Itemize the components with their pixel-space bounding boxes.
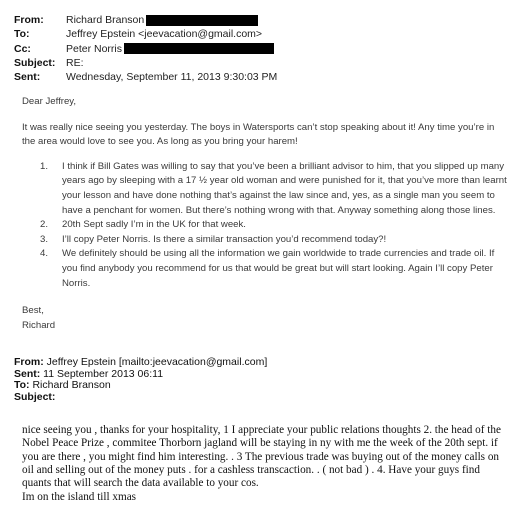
message-body	[22, 95, 508, 333]
list-item-text: 20th Sept sadly I’m in the UK for that week.	[62, 219, 246, 231]
list-item-text: I’ll copy Peter Norris. Is there a similar transaction you’d recommend today?!	[62, 233, 387, 245]
intro-paragraph: It was really nice seeing you yesterday. The boys in Watersports can’t stop speaking about it! Any time you’re in the area would love to see you. As long as you bring your harem!	[22, 121, 495, 148]
list-item	[22, 218, 508, 233]
quoted-subject-label: Subject:	[14, 390, 56, 403]
from-value: Richard Branson	[66, 14, 145, 26]
quoted-sent-label: Sent:	[14, 367, 41, 380]
list-item-number: 1.	[40, 160, 49, 172]
quoted-from-label: From:	[14, 356, 44, 368]
from-label: From:	[14, 14, 44, 26]
numbered-list	[22, 160, 508, 291]
signoff: Best,	[22, 305, 44, 317]
signature: Richard	[22, 319, 56, 331]
quoted-to-row	[14, 380, 514, 392]
list-item	[22, 233, 508, 248]
list-item-number: 4.	[40, 248, 49, 260]
list-item-number: 2.	[40, 219, 49, 231]
cc-label: Cc:	[14, 42, 31, 55]
redaction-bar	[124, 43, 274, 54]
subject-value: RE:	[66, 56, 84, 69]
redaction-bar	[146, 15, 258, 26]
quoted-header	[14, 357, 514, 403]
to-value: Jeffrey Epstein <jeevacation@gmail.com>	[66, 28, 263, 41]
sent-value: Wednesday, September 11, 2013 9:30:03 PM	[66, 71, 278, 84]
quoted-from-value: Jeffrey Epstein [mailto:jeevacation@gmail.com]	[46, 356, 268, 368]
list-item-text: We definitely should be using all the information we gain worldwide to trade currencies and trade oil. If you find anybody you recommend for us that would be great but will start looking. Again I’ll copy Peter Norris.	[62, 248, 495, 289]
subject-label: Subject:	[14, 56, 56, 69]
quoted-to-label: To:	[14, 379, 30, 392]
greeting: Dear Jeffrey,	[22, 96, 77, 107]
quoted-to-value: Richard Branson	[32, 379, 111, 392]
from-row	[14, 13, 514, 27]
cc-row	[14, 42, 514, 56]
subject-row	[14, 56, 514, 70]
sent-label: Sent:	[14, 71, 41, 84]
quoted-sent-value: 11 September 2013 06:11	[43, 367, 164, 380]
cc-value: Peter Norris	[66, 42, 123, 55]
email-header	[14, 13, 514, 84]
quoted-subject-row	[14, 392, 514, 404]
list-item-text: I think if Bill Gates was willing to say that you’ve been a brilliant advisor to him, that you slipped up many years ago by sleeping with a 17 ½ year old woman and were punished for it, that you’ve more than learnt your lesson and have done nothing that’s against the law since and, yes, as a single man you seem to have a penchant for women. But there’s nothing wrong with that. Anyway something along those lines.	[62, 160, 507, 216]
list-item	[22, 160, 508, 218]
to-label: To:	[14, 28, 30, 41]
list-item-number: 3.	[40, 233, 49, 245]
quoted-paragraph: nice seeing you , thanks for your hospitality, 1 I appreciate your public relations thoughts 2. the head of the Nobel Peace Prize , commitee Thorborn jagland will be staying in ny with me the week of the 20th sept. if you are there , you might find him interesting. . 3 The previous trade was buying out of the money calls on oil and selling out of the money puts . for a cashless transcaction. . ( not bad ) . 4. Have your guys find quants that will search the data available to your cos.	[22, 424, 501, 490]
list-item	[22, 247, 508, 291]
to-row	[14, 27, 514, 41]
quoted-closing: Im on the island till xmas	[22, 491, 137, 504]
sent-row	[14, 70, 514, 84]
quoted-body	[22, 424, 506, 505]
